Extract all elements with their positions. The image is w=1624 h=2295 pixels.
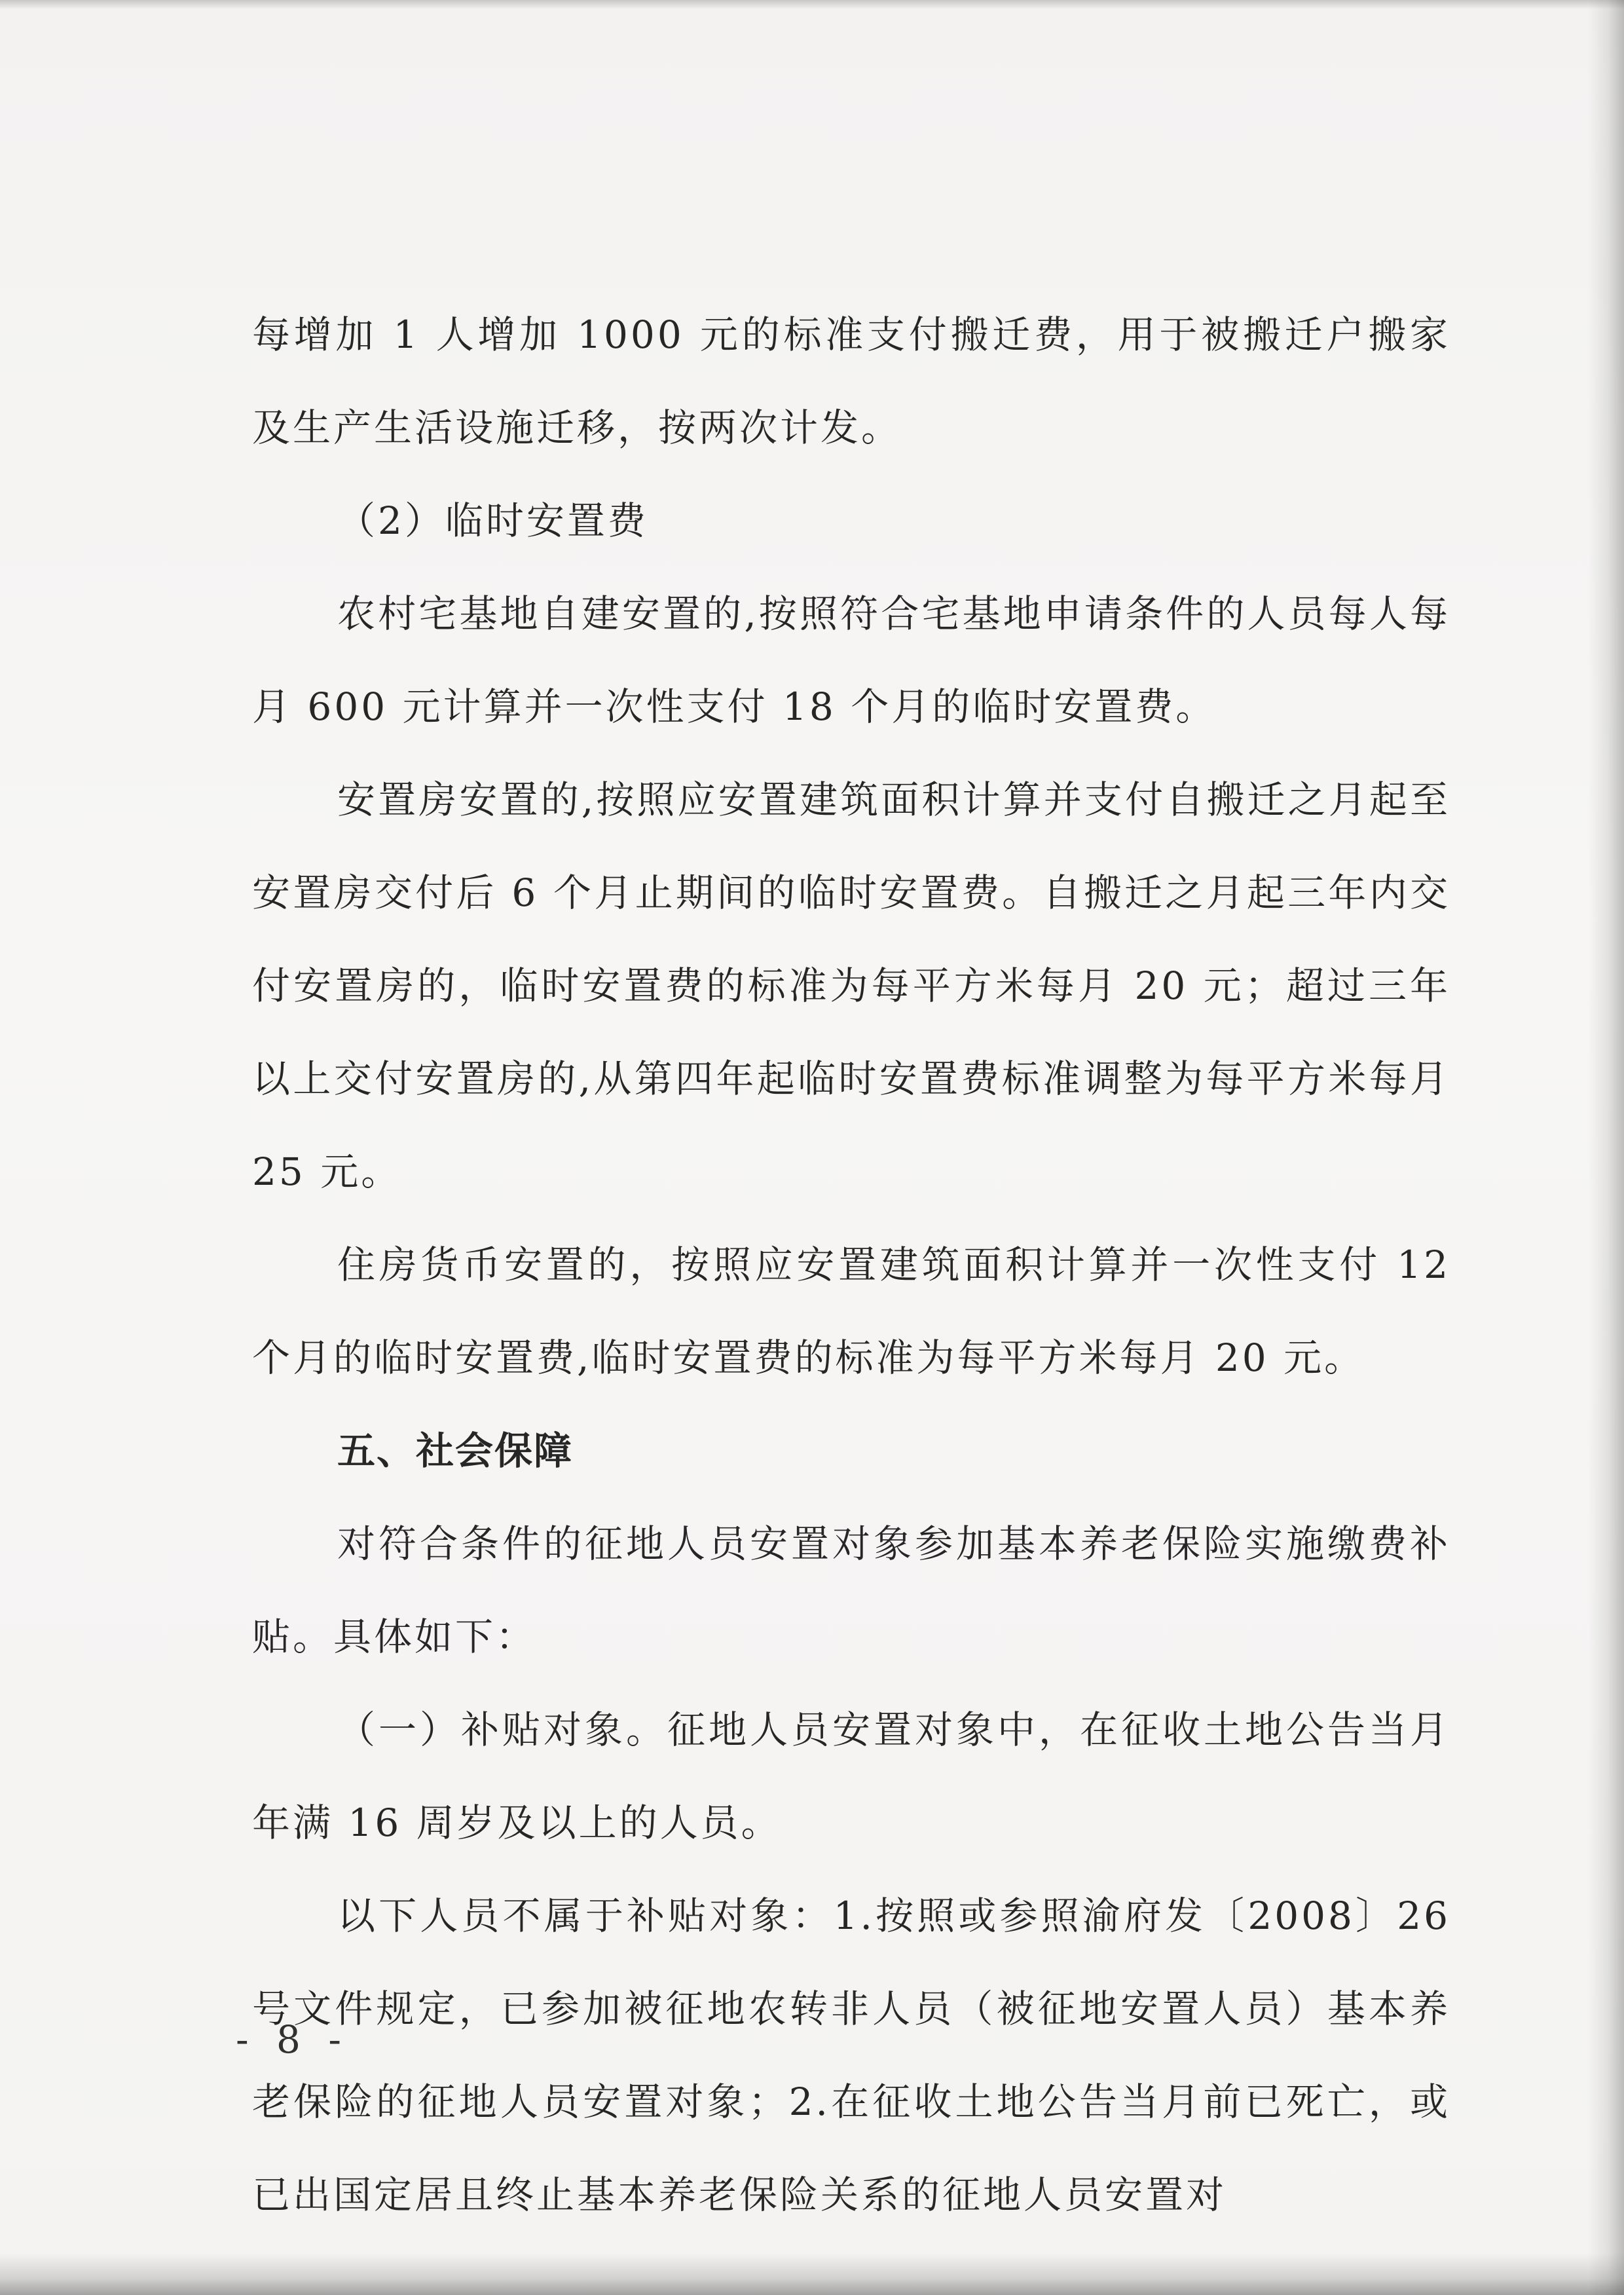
paragraph-monetary-resettlement: 住房货币安置的，按照应安置建筑面积计算并一次性支付 12 个月的临时安置费,临时安置费的标准为每平方米每月 20 元。 — [252, 1242, 1450, 1380]
paragraph-subsidy-recipients: （一）补贴对象。征地人员安置对象中，在征收土地公告当月年满 16 周岁及以上的人员。 — [252, 1707, 1450, 1845]
body-text — [252, 288, 1450, 2241]
paragraph-relocation-fee-continued: 每增加 1 人增加 1000 元的标准支付搬迁费，用于被搬迁户搬家及生产生活设施迁移，按两次计发。 — [252, 312, 1450, 450]
scan-right-edge — [1588, 0, 1624, 2295]
page-number: - 8 - — [236, 2017, 349, 2062]
paragraph-homestead-self-build: 农村宅基地自建安置的,按照符合宅基地申请条件的人员每人每月 600 元计算并一次性支付 18 个月的临时安置费。 — [252, 591, 1450, 729]
scan-top-edge — [0, 0, 1624, 9]
paragraph-excluded-persons: 以下人员不属于补贴对象：1.按照或参照渝府发〔2008〕26 号文件规定，已参加被征地农转非人员（被征地安置人员）基本养老保险的征地人员安置对象；2.在征收土地公告当月前已死亡，或已出国定居且终止基本养老保险关系的征地人员安置对 — [252, 1894, 1450, 2217]
scan-bottom-edge — [0, 2253, 1624, 2295]
subheading-temporary-resettlement-fee: （2）临时安置费 — [337, 498, 648, 543]
paragraph-insurance-subsidy-intro: 对符合条件的征地人员安置对象参加基本养老保险实施缴费补贴。具体如下： — [252, 1521, 1450, 1659]
section-heading-social-security: 五、社会保障 — [337, 1428, 574, 1473]
paragraph-resettlement-housing: 安置房安置的,按照应安置建筑面积计算并支付自搬迁之月起至安置房交付后 6 个月止期间的临时安置费。自搬迁之月起三年内交付安置房的，临时安置费的标准为每平方米每月 20 元；超过三年以上交付安置房的,从第四年起临时安置费标准调整为每平方米每月 25 元。 — [252, 777, 1450, 1194]
